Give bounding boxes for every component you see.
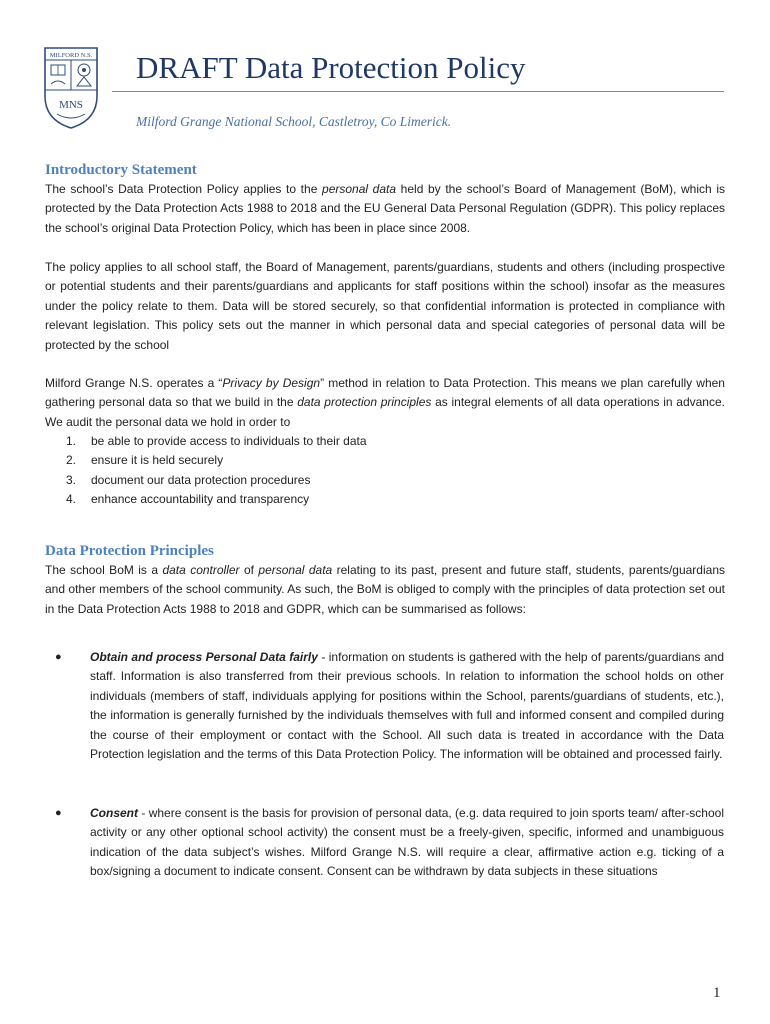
section-heading-data-protection-principles: Data Protection Principles bbox=[45, 543, 214, 559]
school-subtitle: Milford Grange National School, Castletroy, Co Limerick. bbox=[136, 114, 452, 129]
section-heading-introductory-statement: Introductory Statement bbox=[45, 162, 197, 178]
page-number: 1 bbox=[713, 985, 721, 1001]
list-item: 3. document our data protection procedures bbox=[66, 472, 311, 487]
bullet-icon: ● bbox=[55, 651, 62, 663]
school-crest-logo bbox=[43, 46, 99, 130]
principles-paragraph-1: The school BoM is a data controller of personal data relating to its past, present and future staff, students, parents/guardians and other members of the school community. As such, the BoM is obliged to comply with the principles of data protection set out in the Data Protection Acts 1988 to 2018 and GDPR, which can be summarised as follows: bbox=[45, 563, 725, 616]
list-item: 1. be able to provide access to individuals to their data bbox=[66, 434, 367, 448]
list-item: 2. ensure it is held securely bbox=[66, 453, 224, 468]
intro-paragraph-1: The school’s Data Protection Policy applies to the personal data held by the school’s Board of Management (BoM), which is protected by the Data Protection Acts 1988 to 2018 and the EU General Data Personal Regulation (GDPR). This policy replaces the school’s original Data Protection Policy, which has been in place since 2008. bbox=[45, 182, 726, 235]
principle-consent-paragraph: Consent - where consent is the basis for provision of personal data, (e.g. data required to join sports team/ after-school activity or any other optional school activity) the consent must be a freely-given, specific, informed and unambiguous indication of the data subject’s wishes. Milford Grange N.S. will require a clear, affirmative action e.g. ticking of a box/signing a document to indicate consent. Consent can be withdrawn by data subjects in these situations bbox=[90, 806, 724, 879]
principle-fairly-paragraph: Obtain and process Personal Data fairly - information on students is gathered with the help of parents/guardians and staff. Information is also transferred from their previous schools. In relation to information the school holds on other individuals (members of staff, individuals applying for positions within the School, parents/guardians of students, etc.), the information is generally furnished by the individuals themselves with full and informed consent and compiled during the course of their employment or contact with the School. All such data is treated in accordance with the Data Protection legislation and the terms of this Data Protection Policy. The information will be obtained and processed fairly. bbox=[90, 650, 724, 762]
list-item: 4. enhance accountability and transparency bbox=[66, 492, 310, 507]
document-title: DRAFT Data Protection Policy bbox=[136, 50, 526, 85]
bullet-icon: ● bbox=[55, 807, 62, 819]
intro-paragraph-2: The policy applies to all school staff, the Board of Management, parents/guardians, students and others (including prospective or potential students and their parents/guardians and applicants for staff positions within the school) insofar as the measures under the policy relate to them. Data will be stored securely, so that confidential information is protected in compliance with relevant legislation. This policy sets out the manner in which personal data and special categories of personal data will be protected by the school bbox=[45, 260, 725, 352]
audit-purpose-list bbox=[66, 432, 367, 510]
crest-top-text: MILFORD N.S. bbox=[49, 52, 93, 59]
intro-paragraph-3: Milford Grange N.S. operates a “Privacy by Design” method in relation to Data Protection. This means we plan carefully when gathering personal data so that we build in the data protection principles as integral elements of all data operations in advance. We audit the personal data we hold in order to bbox=[45, 376, 725, 429]
title-divider bbox=[112, 91, 724, 92]
crest-initials: MNS bbox=[59, 99, 83, 111]
